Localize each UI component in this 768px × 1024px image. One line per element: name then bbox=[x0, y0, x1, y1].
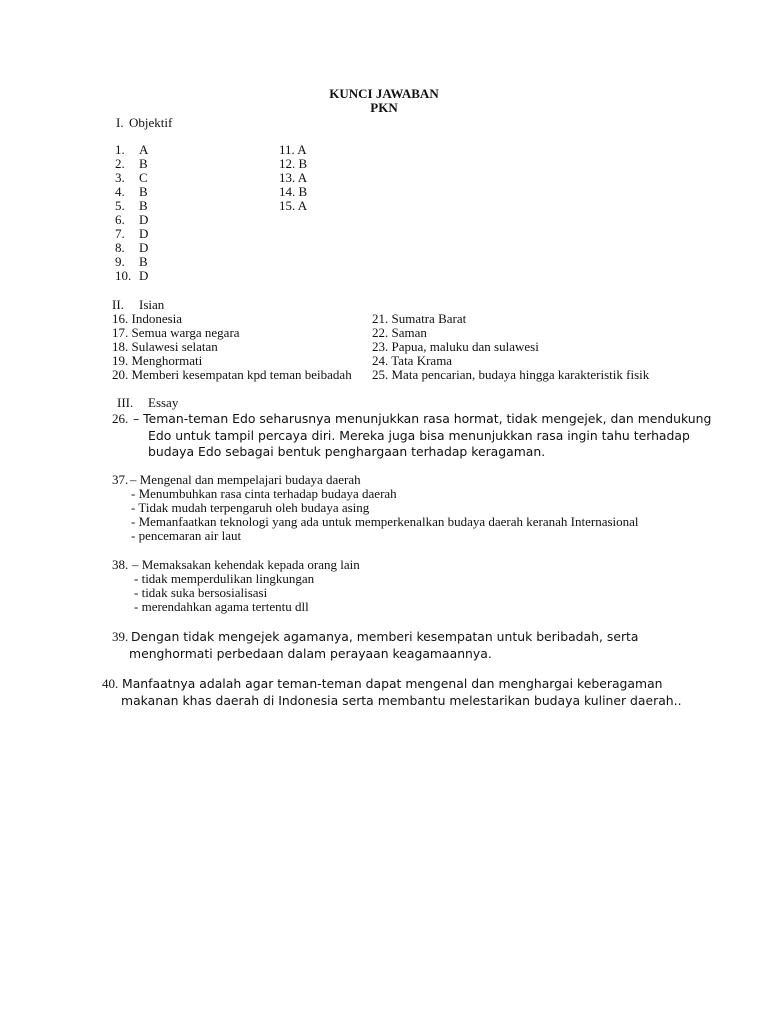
answer-item: 25. Mata pencarian, budaya hingga karakteristik fisik bbox=[372, 367, 650, 382]
subject-title: PKN bbox=[370, 100, 398, 115]
answer-item: 24. Tata Krama bbox=[372, 353, 453, 368]
section-essay-number: III. bbox=[117, 395, 134, 410]
answer-item: 19. Menghormati bbox=[112, 353, 203, 368]
answer-item: 23. Papua, maluku dan sulawesi bbox=[372, 339, 539, 354]
answer-line: budaya Edo sebagai bentuk penghargaan terhadap keragaman. bbox=[148, 444, 546, 459]
answer-line: - Tidak mudah terpengaruh oleh budaya asing bbox=[131, 500, 370, 515]
answer-letter: D bbox=[139, 226, 149, 241]
answer-line: Dengan tidak mengejek agamanya, memberi kesempatan untuk beribadah, serta bbox=[131, 629, 639, 644]
answer-line: Manfaatnya adalah agar teman-teman dapat mengenal dan menghargai keberagaman bbox=[122, 676, 663, 691]
answer-number: 8. bbox=[115, 240, 125, 255]
answer-letter: B bbox=[139, 184, 148, 199]
answer-letter: B bbox=[139, 254, 148, 269]
answer-item: 14. B bbox=[279, 184, 308, 199]
answer-item: 11. A bbox=[279, 142, 307, 157]
question-number: 26. bbox=[112, 411, 129, 426]
answer-number: 3. bbox=[115, 170, 125, 185]
answer-number: 4. bbox=[115, 184, 125, 199]
answer-line: - tidak memperdulikan lingkungan bbox=[134, 571, 315, 586]
answer-line: – Memaksakan kehendak kepada orang lain bbox=[132, 557, 360, 572]
answer-item: 15. A bbox=[279, 198, 308, 213]
question-number: 40. bbox=[102, 676, 119, 691]
answer-number: 6. bbox=[115, 212, 125, 227]
answer-line: - pencemaran air laut bbox=[131, 528, 242, 543]
section-essay-heading: Essay bbox=[148, 395, 179, 410]
section-isian-number: II. bbox=[112, 297, 124, 312]
section-objektif-number: I. bbox=[116, 115, 124, 130]
answer-item: 22. Saman bbox=[372, 325, 427, 340]
answer-item: 18. Sulawesi selatan bbox=[112, 339, 218, 354]
answer-item: 21. Sumatra Barat bbox=[372, 311, 467, 326]
answer-letter: D bbox=[139, 212, 149, 227]
answer-letter: A bbox=[139, 142, 149, 157]
answer-line: Edo untuk tampil percaya diri. Mereka juga bisa menunjukkan rasa ingin tahu terhadap bbox=[148, 428, 690, 443]
answer-line: - tidak suka bersosialisasi bbox=[134, 585, 268, 600]
answer-line: menghormati perbedaan dalam perayaan keagamaannya. bbox=[129, 646, 492, 661]
answer-number: 10. bbox=[115, 268, 132, 283]
answer-number: 1. bbox=[115, 142, 125, 157]
question-number: 39. bbox=[112, 629, 129, 644]
answer-number: 7. bbox=[115, 226, 125, 241]
section-objektif-heading: Objektif bbox=[129, 115, 173, 130]
answer-letter: B bbox=[139, 198, 148, 213]
answer-number: 9. bbox=[115, 254, 125, 269]
answer-letter: D bbox=[139, 240, 149, 255]
answer-number: 5. bbox=[115, 198, 125, 213]
answer-line: - Memanfaatkan teknologi yang ada untuk memperkenalkan budaya daerah keranah Internasional bbox=[131, 514, 639, 529]
page-title: KUNCI JAWABAN bbox=[329, 86, 439, 101]
answer-item: 16. Indonesia bbox=[112, 311, 183, 326]
answer-item: 13. A bbox=[279, 170, 308, 185]
answer-item: 12. B bbox=[279, 156, 308, 171]
answer-line: – Mengenal dan mempelajari budaya daerah bbox=[130, 472, 361, 487]
answer-item: 20. Memberi kesempatan kpd teman beibadah bbox=[112, 367, 352, 382]
answer-line: – Teman-teman Edo seharusnya menunjukkan rasa hormat, tidak mengejek, dan mendukung bbox=[133, 411, 712, 426]
answer-line: - Menumbuhkan rasa cinta terhadap budaya daerah bbox=[131, 486, 397, 501]
answer-letter: D bbox=[139, 268, 149, 283]
section-isian-heading: Isian bbox=[139, 297, 165, 312]
answer-line: makanan khas daerah di Indonesia serta membantu melestarikan budaya kuliner daerah.. bbox=[121, 693, 682, 708]
question-number: 38. bbox=[112, 557, 129, 572]
answer-line: - merendahkan agama tertentu dll bbox=[134, 599, 309, 614]
question-number: 37. bbox=[112, 472, 129, 487]
answer-letter: C bbox=[139, 170, 148, 185]
answer-letter: B bbox=[139, 156, 148, 171]
answer-number: 2. bbox=[115, 156, 125, 171]
answer-item: 17. Semua warga negara bbox=[112, 325, 240, 340]
